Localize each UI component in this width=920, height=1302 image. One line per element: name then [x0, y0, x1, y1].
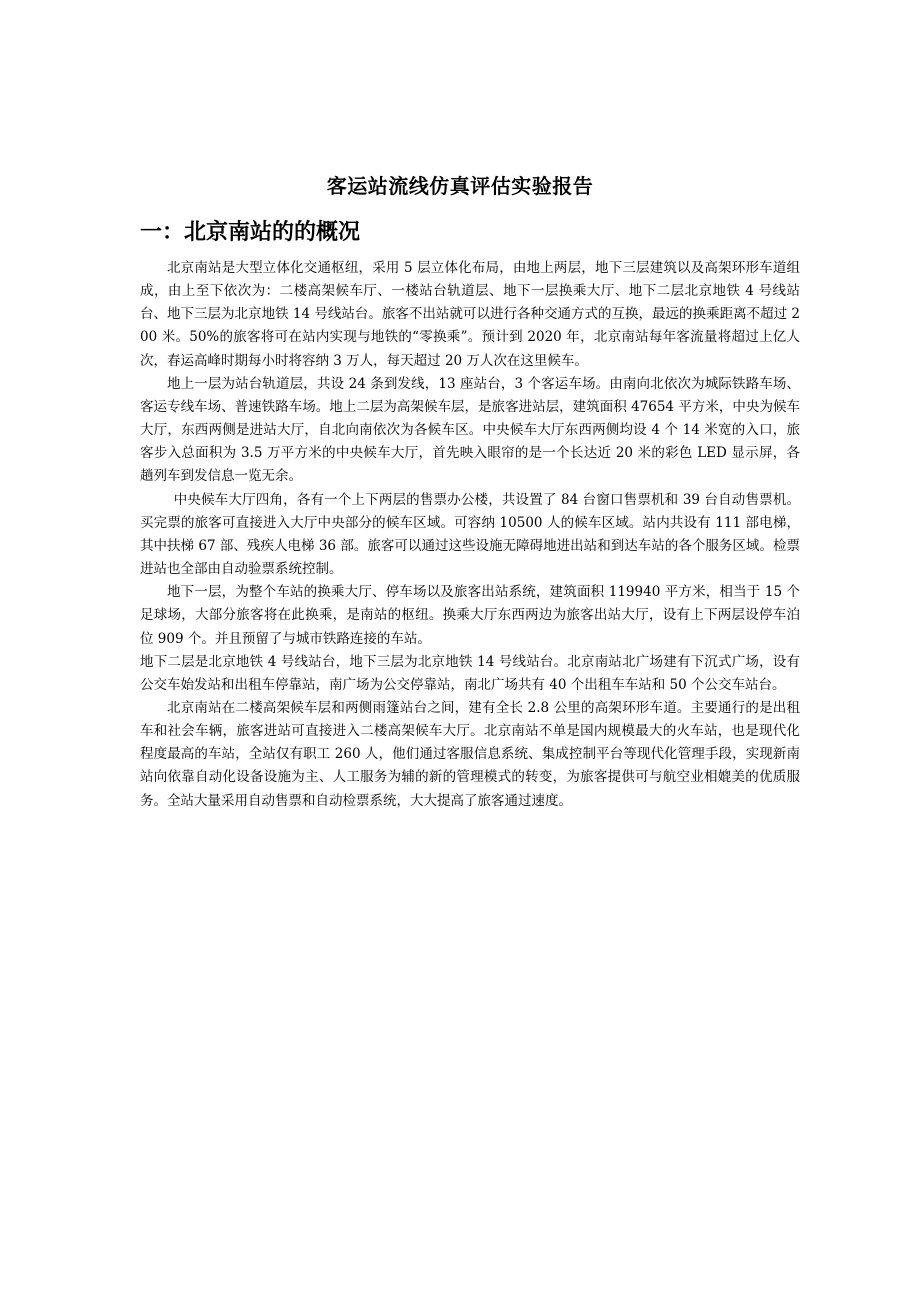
section-heading: 一：北京南站的的概况 — [140, 220, 361, 245]
paragraph-waiting-hall: 中央候车大厅四角，各有一个上下两层的售票办公楼，共设置了 84 台窗口售票机和 39 台自动售票机。买完票的旅客可直接进入大厅中央部分的候车区域。可容纳 10500 人的候车区域。站内共设有 111 部电梯，其中扶梯 67 部、残疾人电梯 36 部。旅客可以通过这些设施无障碍地进出站和到达车站的各个服务区域。检票进站也全部由自动验票系统控制。 — [140, 491, 800, 578]
paragraph-overview: 北京南站是大型立体化交通枢纽，采用 5 层立体化布局，由地上两层，地下三层建筑以及高架环形车道组成，由上至下依次为：二楼高架候车厅、一楼站台轨道层、地下一层换乘大厅、地下二层北京地铁 4 号线站台、地下三层为北京地铁 14 号线站台。旅客不出站就可以进行各种交通方式的互换，最远的换乘距离不超过 200 米。50%的旅客将可在站内实现与地铁的“零换乘”。预计到 2020 年，北京南站每年客流量将超过上亿人次，春运高峰时期每小时将容纳 3 万人，每天超过 20 万人次在这里候车。 — [140, 260, 800, 369]
paragraph-basement-two-three: 地下二层是北京地铁 4 号线站台，地下三层为北京地铁 14 号线站台。北京南站北广场建有下沉式广场，设有公交车始发站和出租车停靠站，南广场为公交停靠站，南北广场共有 40 个出租车车站和 50 个公交车站台。 — [140, 653, 800, 693]
body-text — [140, 257, 800, 813]
paragraph-ground-level: 地上一层为站台轨道层，共设 24 条到发线，13 座站台，3 个客运车场。由南向北依次为城际铁路车场、客运专线车场、普速铁路车场。地上二层为高架候车层，是旅客进站层，建筑面积 47654 平方米，中央为候车大厅，东西两侧是进站大厅，自北向南依次为各候车区。中央候车大厅东西两侧均设 4 个 14 米宽的入口，旅客步入总面积为 3.5 万平方米的中央候车大厅，首先映入眼帘的是一个长达近 20 米的彩色 LED 显示屏，各趟列车到发信息一览无余。 — [140, 375, 800, 485]
document-title: 客运站流线仿真评估实验报告 — [326, 174, 594, 198]
paragraph-basement-one: 地下一层，为整个车站的换乘大厅、停车场以及旅客出站系统，建筑面积 119940 平方米，相当于 15 个足球场，大部分旅客将在此换乘，是南站的枢纽。换乘大厅东西两边为旅客出站大厅，设有上下两层设停车泊位 909 个。并且预留了与城市铁路连接的车站。 — [140, 584, 800, 647]
paragraph-elevated-roadway: 北京南站在二楼高架候车层和两侧雨篷站台之间，建有全长 2.8 公里的高架环形车道。主要通行的是出租车和社会车辆，旅客进站可直接进入二楼高架候车大厅。北京南站不单是国内规模最大的火车站，也是现代化程度最高的车站，全站仅有职工 260 人，他们通过客服信息系统、集成控制平台等现代化管理手段，实现新南站向依靠自动化设备设施为主、人工服务为辅的新的管理模式的转变，为旅客提供可与航空业相媲美的优质服务。全站大量采用自动售票和自动检票系统，大大提高了旅客通过速度。 — [140, 699, 800, 809]
